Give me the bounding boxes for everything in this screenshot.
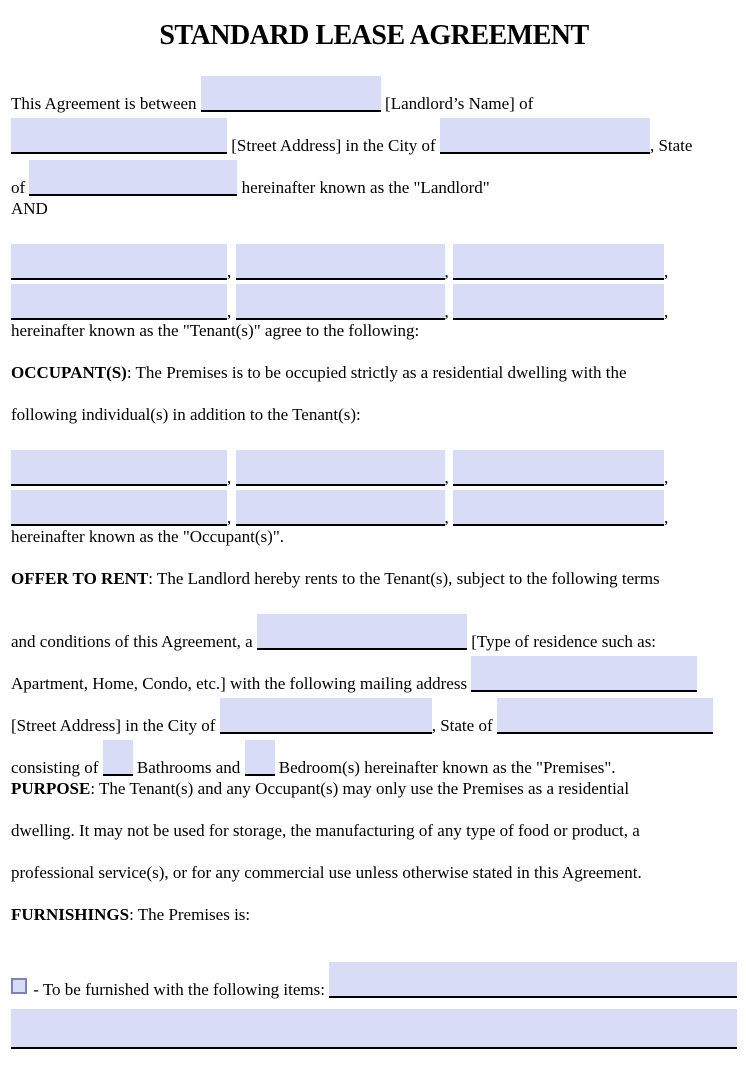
- furnished-items-continued-input[interactable]: [11, 1009, 737, 1049]
- tenant-name-input-4[interactable]: [11, 284, 227, 320]
- tenant-name-input-3[interactable]: [453, 244, 664, 280]
- landlord-street-address-input[interactable]: [11, 118, 227, 154]
- furnished-items-input[interactable]: [329, 962, 737, 998]
- comma: ,: [664, 262, 669, 281]
- furnishings-heading: FURNISHINGS: [11, 905, 130, 924]
- furnishings-heading-line: [11, 905, 737, 947]
- furnished-checkbox[interactable]: [11, 978, 27, 994]
- intro-line-2: [11, 115, 737, 157]
- tenant-name-input-5[interactable]: [236, 284, 445, 320]
- tenant-name-input-6[interactable]: [453, 284, 664, 320]
- occupant-known-as-line: [11, 527, 737, 569]
- comma: ,: [664, 508, 669, 527]
- tenant-names-row-2: [11, 281, 737, 321]
- comma: ,: [664, 302, 669, 321]
- tenant-known-as-line: [11, 321, 737, 363]
- furnished-items-continued-row: [11, 1009, 737, 1055]
- residence-type-label: [Type of residence such as:: [466, 632, 657, 651]
- occupant-names-row-2: [11, 487, 737, 527]
- of-text: of: [11, 178, 30, 197]
- comma: ,: [444, 468, 449, 487]
- purpose-heading-text: : The Tenant(s) and any Occupant(s) may only use the Premises as a residential: [90, 779, 630, 798]
- occupant-name-input-2[interactable]: [236, 450, 445, 486]
- and-label: AND: [11, 199, 48, 218]
- tenant-names-row-1: [11, 241, 737, 281]
- state-lead-text: , State: [649, 136, 693, 155]
- offer-line-3: [11, 653, 737, 695]
- offer-line3-text: Apartment, Home, Condo, etc.] with the following mailing address: [11, 674, 472, 693]
- bedrooms-count-input[interactable]: [245, 740, 275, 776]
- purpose-line-2: [11, 821, 737, 863]
- tenant-name-input-1[interactable]: [11, 244, 227, 280]
- offer-line4-text: [Street Address] in the City of: [11, 716, 220, 735]
- furnished-option-text: - To be furnished with the following items:: [29, 980, 330, 999]
- occupant-name-input-6[interactable]: [453, 490, 664, 526]
- occupants-line2-text: following individual(s) in addition to the Tenant(s):: [11, 405, 361, 424]
- and-separator: [11, 199, 737, 241]
- tenant-known-as-text: hereinafter known as the "Tenant(s)" agree to the following:: [11, 321, 420, 340]
- premises-state-input[interactable]: [497, 698, 713, 734]
- occupant-name-input-1[interactable]: [11, 450, 227, 486]
- street-address-label: [Street Address] in the City of: [227, 136, 440, 155]
- occupant-name-input-4[interactable]: [11, 490, 227, 526]
- occupant-name-input-5[interactable]: [236, 490, 445, 526]
- comma: ,: [444, 508, 449, 527]
- landlord-name-label: [Landlord’s Name] of: [380, 94, 534, 113]
- intro-line1-text: This Agreement is between: [11, 94, 201, 113]
- landlord-state-input[interactable]: [29, 160, 237, 196]
- intro-line-3: [11, 157, 737, 199]
- residence-type-input[interactable]: [257, 614, 467, 650]
- purpose-heading: PURPOSE: [11, 779, 91, 798]
- furnished-option-line: [11, 959, 737, 1001]
- intro-line-1: [11, 73, 737, 115]
- premises-city-input[interactable]: [220, 698, 432, 734]
- furnishings-heading-text: : The Premises is:: [129, 905, 251, 924]
- offer-line-4: [11, 695, 737, 737]
- comma: ,: [227, 508, 232, 527]
- comma: ,: [227, 262, 232, 281]
- purpose-line-3: [11, 863, 737, 905]
- bedrooms-text: Bedroom(s) hereinafter known as the "Premises".: [274, 758, 616, 777]
- offer-line-5: [11, 737, 737, 779]
- comma: ,: [227, 468, 232, 487]
- comma: ,: [227, 302, 232, 321]
- state-of-text: , State of: [431, 716, 497, 735]
- comma: ,: [444, 262, 449, 281]
- consisting-of-text: consisting of: [11, 758, 103, 777]
- offer-line2-text: and conditions of this Agreement, a: [11, 632, 257, 651]
- occupants-heading-text: : The Premises is to be occupied strictly as a residential dwelling with the: [126, 363, 627, 382]
- offer-heading-text: : The Landlord hereby rents to the Tenant(s), subject to the following terms: [148, 569, 660, 588]
- comma: ,: [444, 302, 449, 321]
- purpose-line2-text: dwelling. It may not be used for storage, the manufacturing of any type of food or product, a: [11, 821, 640, 840]
- bathrooms-text: Bathrooms and: [132, 758, 245, 777]
- bathrooms-count-input[interactable]: [103, 740, 133, 776]
- tenant-name-input-2[interactable]: [236, 244, 445, 280]
- premises-street-address-input[interactable]: [471, 656, 697, 692]
- comma: ,: [664, 468, 669, 487]
- occupants-heading: OCCUPANT(S): [11, 363, 127, 382]
- landlord-known-as-text: hereinafter known as the "Landlord": [237, 178, 490, 197]
- landlord-name-input[interactable]: [201, 76, 381, 112]
- occupant-known-as-text: hereinafter known as the "Occupant(s)".: [11, 527, 285, 546]
- occupants-heading-line: [11, 363, 737, 405]
- offer-heading-line: [11, 569, 737, 611]
- page-title: STANDARD LEASE AGREEMENT: [159, 20, 589, 51]
- landlord-city-input[interactable]: [440, 118, 650, 154]
- occupants-line-2: [11, 405, 737, 447]
- purpose-line3-text: professional service(s), or for any commercial use unless otherwise stated in this Agreement.: [11, 863, 642, 882]
- offer-heading: OFFER TO RENT: [11, 569, 149, 588]
- occupant-name-input-3[interactable]: [453, 450, 664, 486]
- offer-line-2: [11, 611, 737, 653]
- occupant-names-row-1: [11, 447, 737, 487]
- purpose-heading-line: [11, 779, 737, 821]
